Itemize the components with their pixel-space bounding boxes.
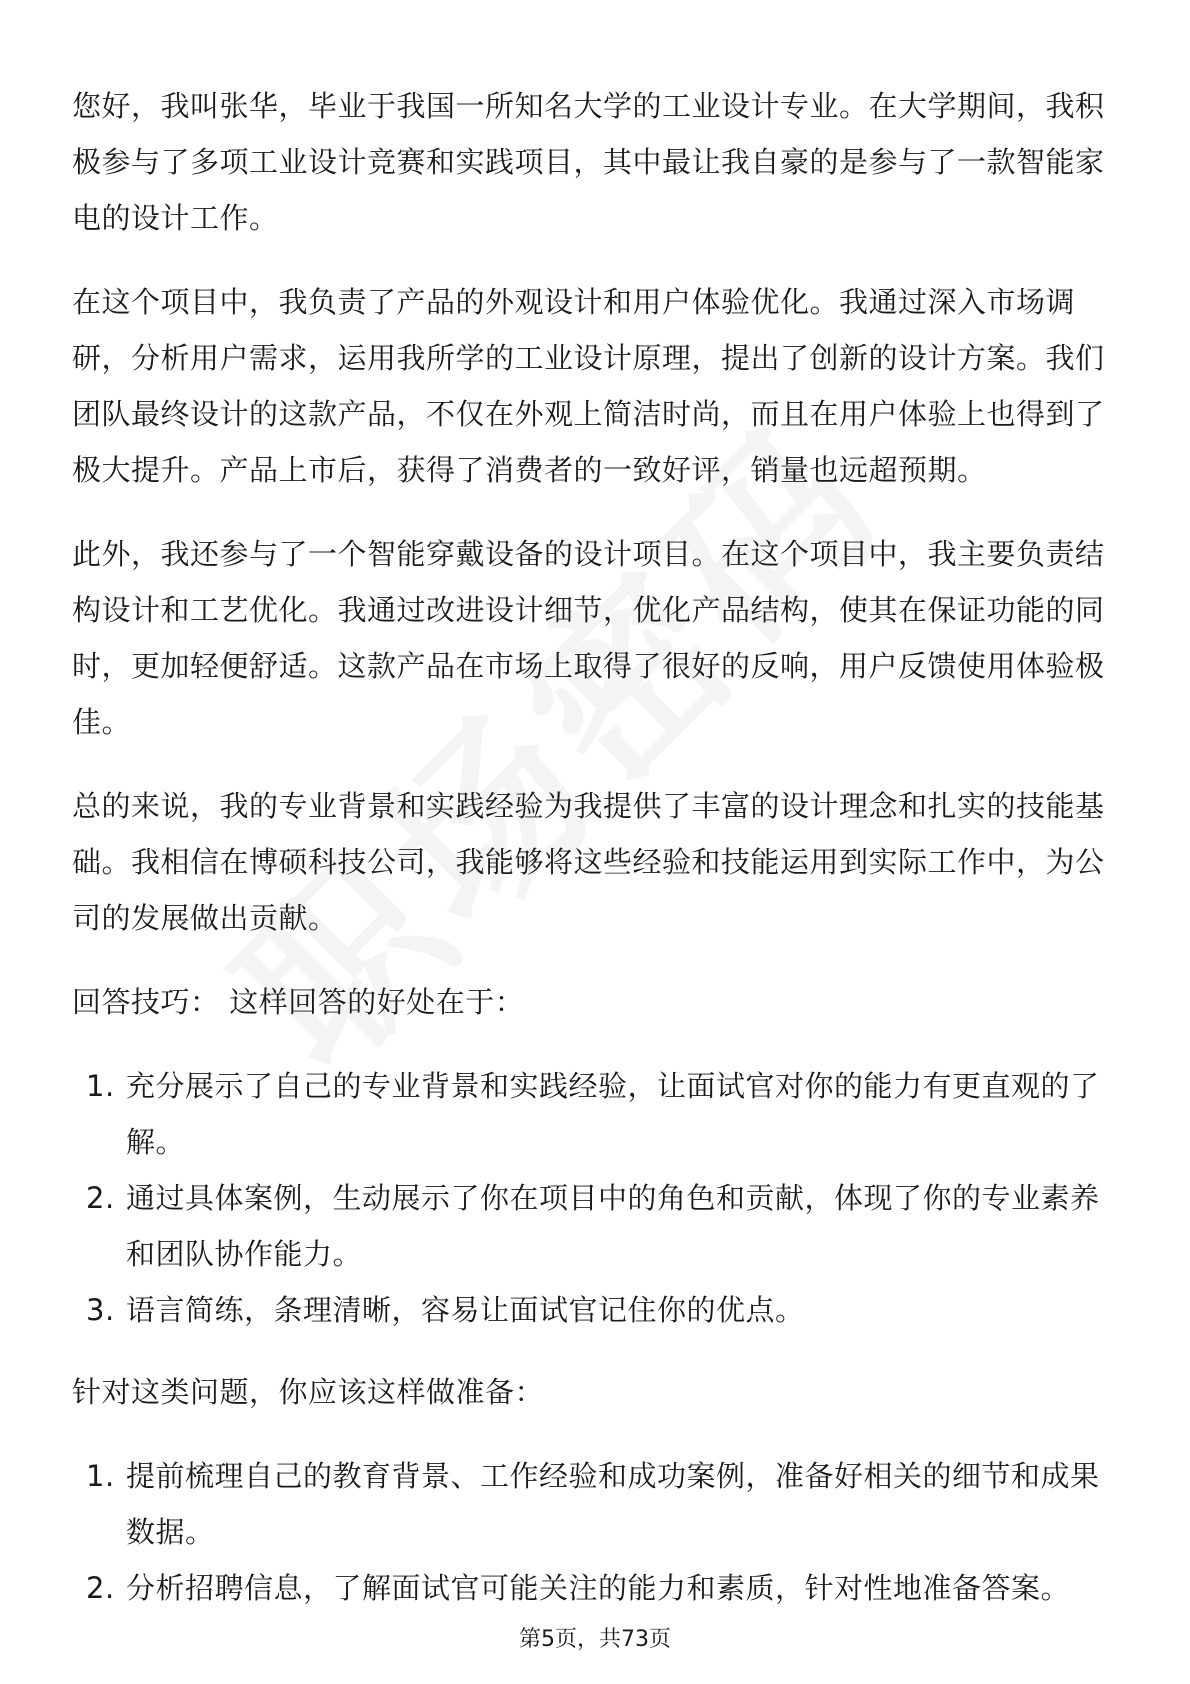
list-item-text: 语言简练，条理清晰，容易让面试官记住你的优点。	[126, 1293, 805, 1327]
list-item	[72, 1170, 1122, 1282]
list-item	[72, 1282, 1122, 1338]
list-number: 3.	[86, 1293, 115, 1327]
list-item-text: 充分展示了自己的专业背景和实践经验，让面试官对你的能力有更直观的了解。	[126, 1069, 1100, 1159]
summary-paragraph: 总的来说，我的专业背景和实践经验为我提供了丰富的设计理念和扎实的技能基础。我相信在博硕科技公司，我能够将这些经验和技能运用到实际工作中，为公司的发展做出贡献。	[72, 789, 1105, 935]
list-number: 2.	[86, 1571, 115, 1605]
list-item-text: 提前梳理自己的教育背景、工作经验和成功案例，准备好相关的细节和成果数据。	[126, 1459, 1100, 1549]
list-number: 2.	[86, 1181, 115, 1215]
document-body	[72, 78, 1122, 1642]
list-item-text: 分析招聘信息，了解面试官可能关注的能力和素质，针对性地准备答案。	[126, 1571, 1071, 1605]
prep-heading: 针对这类问题，你应该这样做准备：	[72, 1375, 545, 1409]
page-footer: 第5页，共73页	[519, 1627, 671, 1652]
prep-list	[72, 1448, 1122, 1616]
intro-paragraph: 您好，我叫张华，毕业于我国一所知名大学的工业设计专业。在大学期间，我积极参与了多项工业设计竞赛和实践项目，其中最让我自豪的是参与了一款智能家电的设计工作。	[72, 89, 1105, 235]
list-item	[72, 1448, 1122, 1560]
list-item	[72, 1058, 1122, 1170]
tips-heading: 回答技巧： 这样回答的好处在于：	[72, 985, 525, 1019]
project-paragraph: 在这个项目中，我负责了产品的外观设计和用户体验优化。我通过深入市场调研，分析用户需求，运用我所学的工业设计原理，提出了创新的设计方案。我们团队最终设计的这款产品，不仅在外观上简洁时尚，而且在用户体验上也得到了极大提升。产品上市后，获得了消费者的一致好评，销量也远超预期。	[72, 285, 1105, 487]
list-item	[72, 1560, 1122, 1616]
list-number: 1.	[86, 1459, 115, 1493]
wearable-paragraph: 此外，我还参与了一个智能穿戴设备的设计项目。在这个项目中，我主要负责结构设计和工艺优化。我通过改进设计细节，优化产品结构，使其在保证功能的同时，更加轻便舒适。这款产品在市场上取得了很好的反响，用户反馈使用体验极佳。	[72, 537, 1105, 739]
list-number: 1.	[86, 1069, 115, 1103]
tips-list	[72, 1058, 1122, 1338]
list-item-text: 通过具体案例，生动展示了你在项目中的角色和贡献，体现了你的专业素养和团队协作能力。	[126, 1181, 1100, 1271]
